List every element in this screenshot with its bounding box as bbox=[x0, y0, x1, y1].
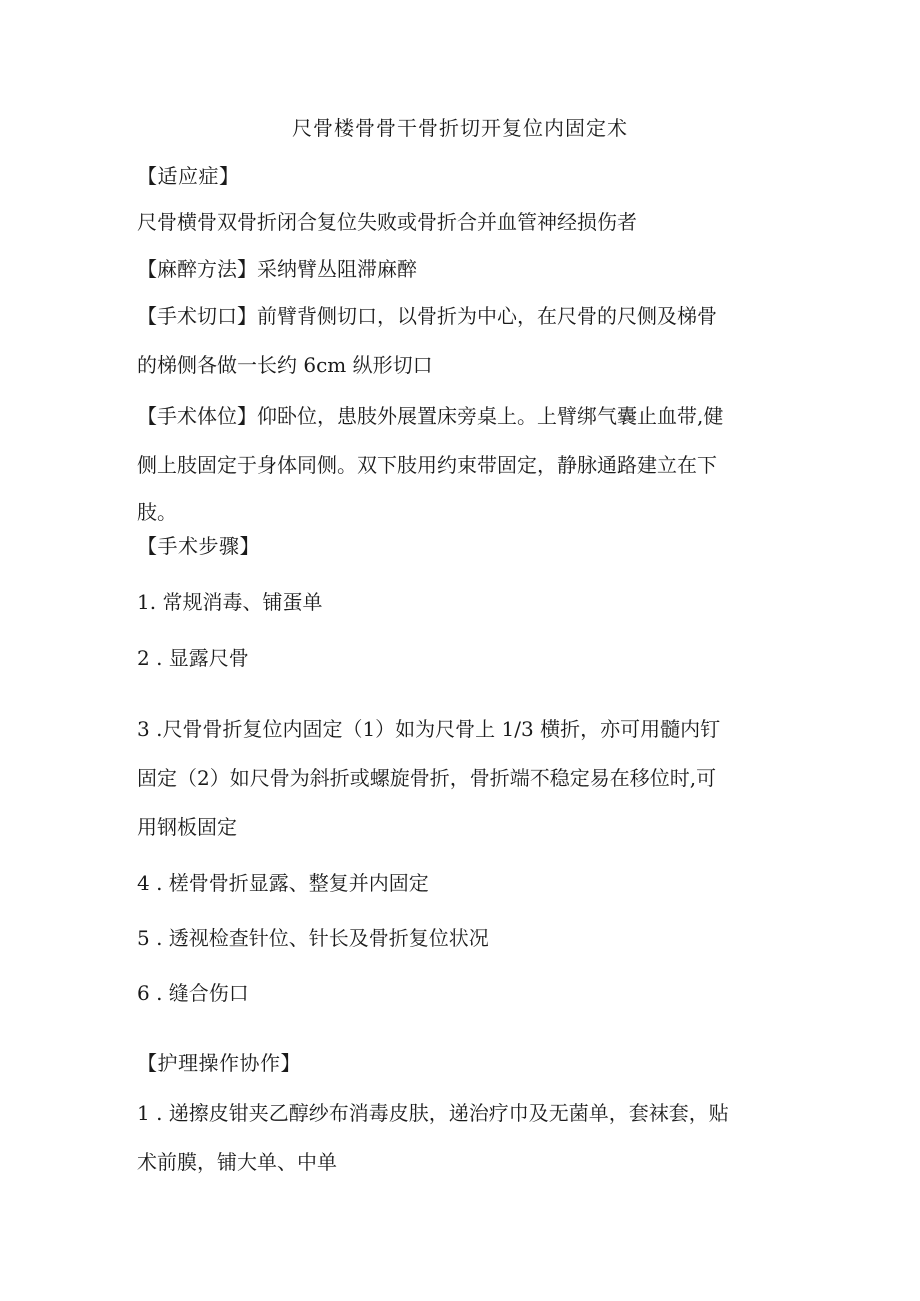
position-heading: 【手术体位】 bbox=[137, 404, 257, 428]
nursing-item-1-line-1: 1 . 递擦皮钳夹乙醇纱布消毒皮肤，递治疗巾及无菌单，套袜套，贴 bbox=[137, 1101, 729, 1125]
incision-row bbox=[137, 302, 717, 330]
position-text-line-3: 肢。 bbox=[137, 500, 177, 524]
incision-text-line-1: 前臂背侧切口，以骨折为中心，在尺骨的尺侧及梯骨 bbox=[257, 304, 717, 328]
step-item-1: 1. 常规消毒、铺蛋单 bbox=[137, 590, 323, 614]
indication-heading: 【适应症】 bbox=[137, 164, 240, 188]
anesthesia-row bbox=[137, 255, 417, 283]
step-item-3-line-2: 固定（2）如尺骨为斜折或螺旋骨折，骨折端不稳定易在移位时,可 bbox=[137, 766, 717, 790]
incision-text-line-2: 的梯侧各做一长约 6cm 纵形切口 bbox=[137, 353, 433, 377]
position-text-line-1: 仰卧位，患肢外展置床旁桌上。上臂绑气囊止血带,健 bbox=[257, 404, 724, 428]
position-row bbox=[137, 402, 723, 430]
indication-text: 尺骨横骨双骨折闭合复位失败或骨折合并血管神经损伤者 bbox=[137, 210, 637, 234]
nursing-heading: 【护理操作协作】 bbox=[137, 1051, 301, 1075]
anesthesia-text: 采纳臂丛阻滞麻醉 bbox=[257, 257, 417, 281]
incision-heading: 【手术切口】 bbox=[137, 304, 257, 328]
step-item-2: 2 . 显露尺骨 bbox=[137, 646, 249, 670]
step-item-6: 6 . 缝合伤口 bbox=[137, 981, 249, 1005]
step-item-3-line-1: 3 .尺骨骨折复位内固定（1）如为尺骨上 1/3 横折，亦可用髓内钉 bbox=[137, 717, 721, 741]
anesthesia-heading: 【麻醉方法】 bbox=[137, 257, 257, 281]
position-text-line-2: 侧上肢固定于身体同侧。双下肢用约束带固定，静脉通路建立在下 bbox=[137, 453, 717, 477]
steps-heading: 【手术步骤】 bbox=[137, 534, 260, 558]
step-item-5: 5 . 透视检查针位、针长及骨折复位状况 bbox=[137, 926, 489, 950]
nursing-item-1-line-2: 术前膜，铺大单、中单 bbox=[137, 1150, 337, 1174]
step-item-3-line-3: 用钢板固定 bbox=[137, 815, 237, 839]
page-title: 尺骨楼骨骨干骨折切开复位内固定术 bbox=[292, 116, 628, 140]
step-item-4: 4 . 槎骨骨折显露、整复并内固定 bbox=[137, 871, 429, 895]
